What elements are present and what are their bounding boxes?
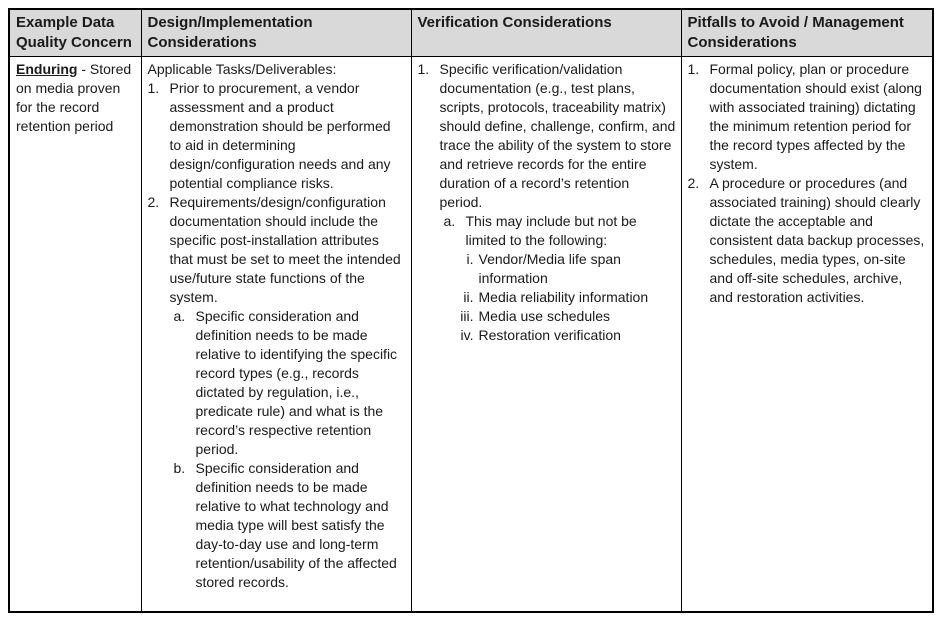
- list-text: Formal policy, plan or procedure documentation should exist (along with associated training) dictating the minimum retention period for the record types affected by the system.: [709, 61, 922, 172]
- verification-roman-iv: [454, 326, 676, 345]
- list-number: i.: [466, 251, 474, 267]
- list-text: A procedure or procedures (and associated training) should clearly dictate the acceptable and consistent data backup processes, schedules, media types, on-site and off-site schedules, archive, and restoration activities.: [709, 175, 925, 305]
- list-text: Specific consideration and definition needs to be made relative to what technology and media type will best satisfy the day-to-day use and long-term retention/usability of the affected stored records.: [195, 460, 397, 590]
- design-subitem-a: [174, 307, 406, 459]
- list-number: a.: [443, 213, 456, 229]
- cell-verification-considerations: [411, 57, 681, 613]
- data-quality-table: [8, 8, 934, 613]
- design-intro: Applicable Tasks/Deliverables:: [147, 61, 337, 77]
- list-text: Media use schedules: [478, 308, 611, 324]
- verification-item-1: [418, 60, 676, 212]
- list-text: Media reliability information: [478, 289, 649, 305]
- header-pitfalls-management-considerations: Pitfalls to Avoid / Management Considerations: [681, 9, 933, 57]
- list-number: 1.: [417, 61, 430, 77]
- list-number: ii.: [463, 289, 474, 305]
- list-number: a.: [173, 308, 186, 324]
- verification-roman-ii: [454, 288, 676, 307]
- list-text: Vendor/Media life span information: [478, 251, 621, 286]
- list-text: Specific consideration and definition needs to be made relative to identifying the specific record types (e.g., records dictated by regulation, i.e., predicate rule) and what is the record’s respective retention period.: [195, 308, 398, 457]
- verification-roman-i: [454, 250, 676, 288]
- list-number: iv.: [460, 327, 474, 343]
- verification-roman-iii: [454, 307, 676, 326]
- header-example-data-quality-concern: Example Data Quality Concern: [9, 9, 141, 57]
- pitfalls-item-2: [688, 174, 928, 307]
- verification-subitem-a: [444, 212, 676, 250]
- list-number: iii.: [460, 308, 474, 324]
- list-number: 2.: [687, 175, 700, 191]
- list-number: 1.: [147, 80, 160, 96]
- header-row: [9, 9, 933, 57]
- cell-pitfalls-considerations: [681, 57, 933, 613]
- list-text: Restoration verification: [478, 327, 621, 343]
- list-number: 2.: [147, 194, 160, 210]
- concern-separator: -: [77, 61, 90, 77]
- list-text: Specific verification/validation documentation (e.g., test plans, scripts, protocols, traceability matrix) should define, challenge, confirm, and trace the ability of the system to store and retrieve records for the entire duration of a record’s retention period.: [439, 61, 676, 210]
- header-design-implementation-considerations: Design/Implementation Considerations: [141, 9, 411, 57]
- header-verification-considerations: Verification Considerations: [411, 9, 681, 57]
- list-number: b.: [173, 460, 186, 476]
- list-text: Requirements/design/configuration documentation should include the specific post-installation attributes that must be set to meet the intended use/future state functions of the system.: [169, 194, 401, 305]
- cell-example-concern: [9, 57, 141, 613]
- concern-text: [16, 60, 136, 136]
- list-text: This may include but not be limited to the following:: [465, 213, 637, 248]
- design-item-2: [148, 193, 406, 307]
- concern-term: Enduring: [16, 61, 78, 77]
- pitfalls-item-1: [688, 60, 928, 174]
- list-text: Prior to procurement, a vendor assessment and a product demonstration should be performed to aid in determining design/configuration needs and any potential compliance risks.: [169, 80, 391, 191]
- list-number: 1.: [687, 61, 700, 77]
- design-subitem-b: [174, 459, 406, 592]
- design-item-1: [148, 79, 406, 193]
- concern-description: Stored on media proven for the record retention period: [16, 61, 132, 134]
- body-row: [9, 57, 933, 613]
- cell-design-considerations: [141, 57, 411, 613]
